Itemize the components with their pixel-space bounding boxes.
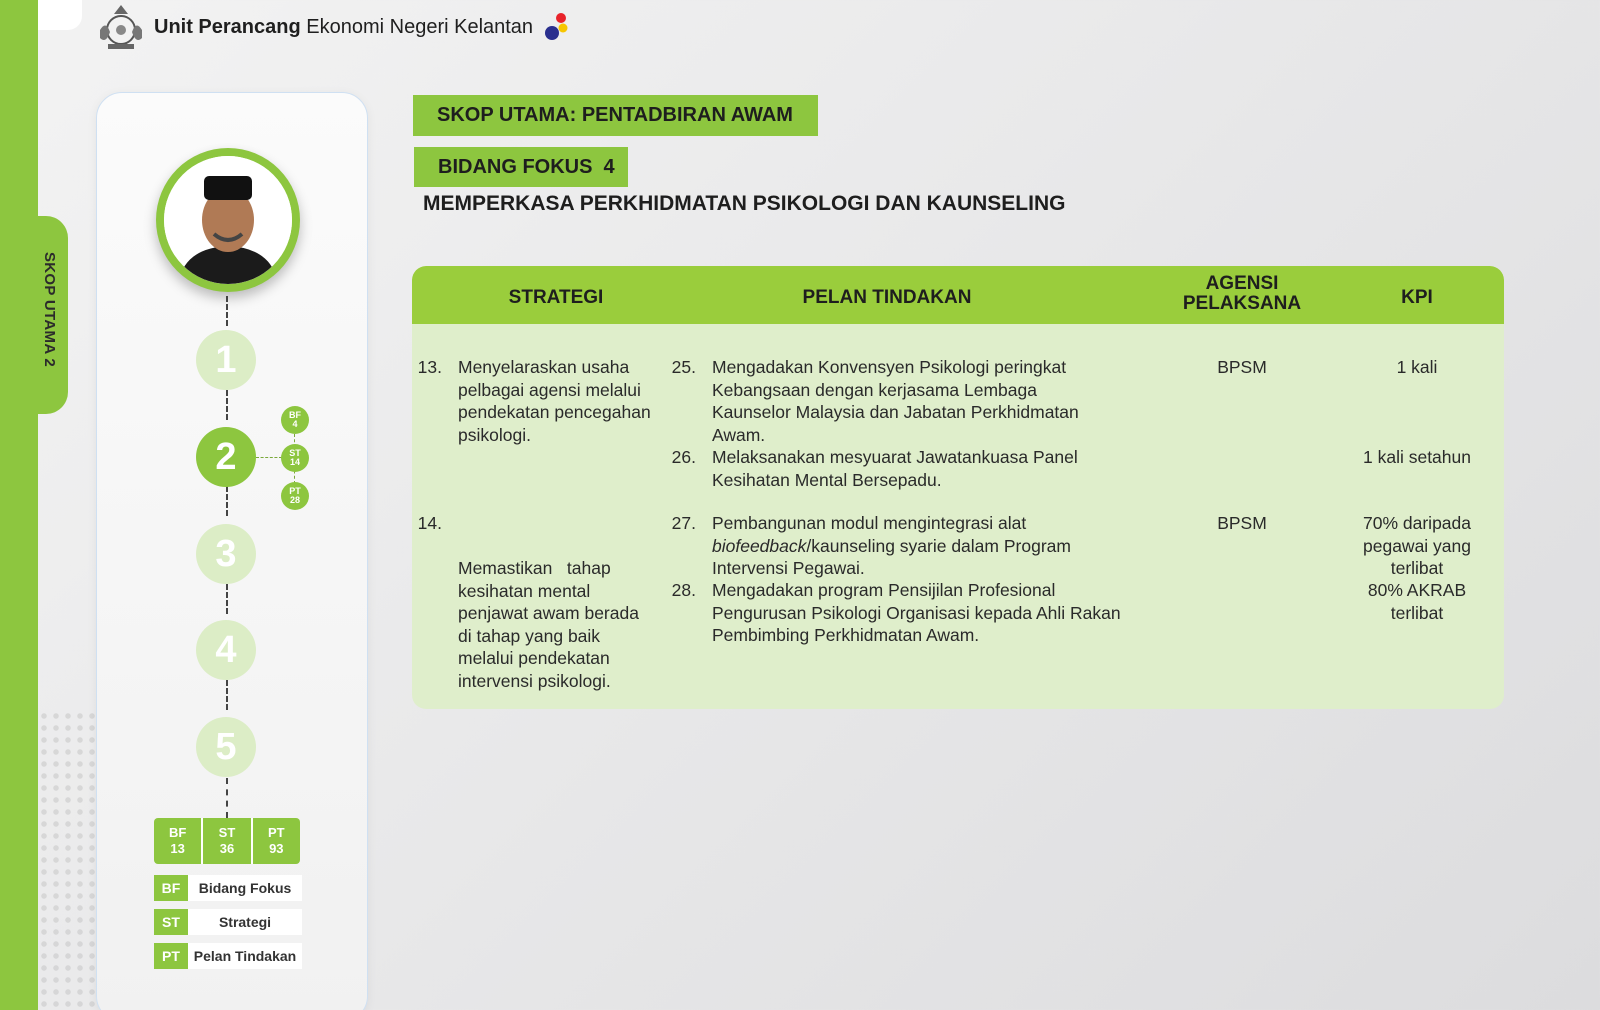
action-plan-table <box>412 266 1504 709</box>
badge-st: ST 14 <box>281 444 309 472</box>
strategy-number: 13. <box>417 357 442 377</box>
connector-line <box>226 680 228 710</box>
state-crest-icon <box>94 0 148 54</box>
action-text: Mengadakan Konvensyen Psikologi peringkat Kebangsaan dengan kerjasama Lembaga Kaunselor Malaysia dan Jabatan Perkhidmatan Awam. <box>712 357 1079 445</box>
focus-title: MEMPERKASA PERKHIDMATAN PSIKOLOGI DAN KAUNSELING <box>423 192 1066 215</box>
action-number: 26. <box>671 447 696 467</box>
action-number: 28. <box>671 580 696 600</box>
badge-pt: PT 28 <box>281 482 309 510</box>
totals-counter <box>154 818 300 864</box>
step-3[interactable]: 3 <box>196 524 256 584</box>
org-name: Unit Perancang Ekonomi Negeri Kelantan <box>154 15 534 38</box>
connector-line <box>226 486 228 516</box>
action-text: Melaksanakan mesyuarat Jawatankuasa Panel Kesihatan Mental Bersepadu. <box>712 447 1078 490</box>
legend-item: PT Pelan Tindakan <box>154 943 302 969</box>
badge-connector <box>256 457 282 458</box>
total-bf: BF 13 <box>168 825 187 856</box>
kpi: 1 kali setahun <box>1363 447 1471 467</box>
agency: BPSM <box>1217 357 1267 377</box>
legend-item: BF Bidang Fokus <box>154 875 302 901</box>
strategy-number: 14. <box>417 513 442 533</box>
side-strip <box>0 0 38 1010</box>
badge-bf: BF 4 <box>281 406 309 434</box>
strategy-text: Menyelaraskan usaha pelbagai agensi melalui pendekatan pencegahan psikologi. <box>458 357 651 445</box>
brand-logo-icon <box>543 11 571 43</box>
connector-line <box>226 390 228 420</box>
header-kpi: KPI <box>1401 287 1433 308</box>
connector-line <box>226 296 228 326</box>
strategy-text: Memastikan tahap kesihatan mental penjawat awam berada di tahap yang baik melalui pendekatan intervensi psikologi. <box>458 558 639 691</box>
scope-tag: SKOP UTAMA: PENTADBIRAN AWAM <box>413 95 818 136</box>
step-4[interactable]: 4 <box>196 620 256 680</box>
header-agensi: AGENSI PELAKSANA <box>1182 273 1302 314</box>
connector-line <box>226 778 228 818</box>
agency: BPSM <box>1217 513 1267 533</box>
header <box>94 0 571 54</box>
corner-card <box>38 0 82 30</box>
header-pelan: PELAN TINDAKAN <box>802 287 972 308</box>
action-text: Mengadakan program Pensijilan Profesional Pengurusan Psikologi Organisasi kepada Ahli Rakan Pembimbing Perkhidmatan Awam. <box>712 580 1121 645</box>
action-number: 25. <box>671 357 696 377</box>
focus-tag: BIDANG FOKUS 4 <box>414 147 628 187</box>
step-1[interactable]: 1 <box>196 330 256 390</box>
kpi: 80% AKRAB terlibat <box>1367 580 1467 623</box>
action-text: Pembangunan modul mengintegrasi alat biofeedback/kaunseling syarie dalam Program Intervensi Pegawai. <box>712 513 1071 578</box>
connector-line <box>226 584 228 614</box>
kpi: 1 kali <box>1396 357 1438 377</box>
kpi: 70% daripada pegawai yang terlibat <box>1363 513 1471 578</box>
step-2[interactable]: 2 <box>196 427 256 487</box>
avatar <box>156 148 300 292</box>
total-pt: PT 93 <box>251 818 300 864</box>
portrait-icon <box>164 156 292 284</box>
total-st: ST 36 <box>201 818 250 864</box>
side-tab-label: SKOP UTAMA 2 <box>41 252 58 368</box>
step-5[interactable]: 5 <box>196 717 256 777</box>
action-number: 27. <box>671 513 696 533</box>
header-strategi: STRATEGI <box>508 287 604 308</box>
legend-item: ST Strategi <box>154 909 302 935</box>
